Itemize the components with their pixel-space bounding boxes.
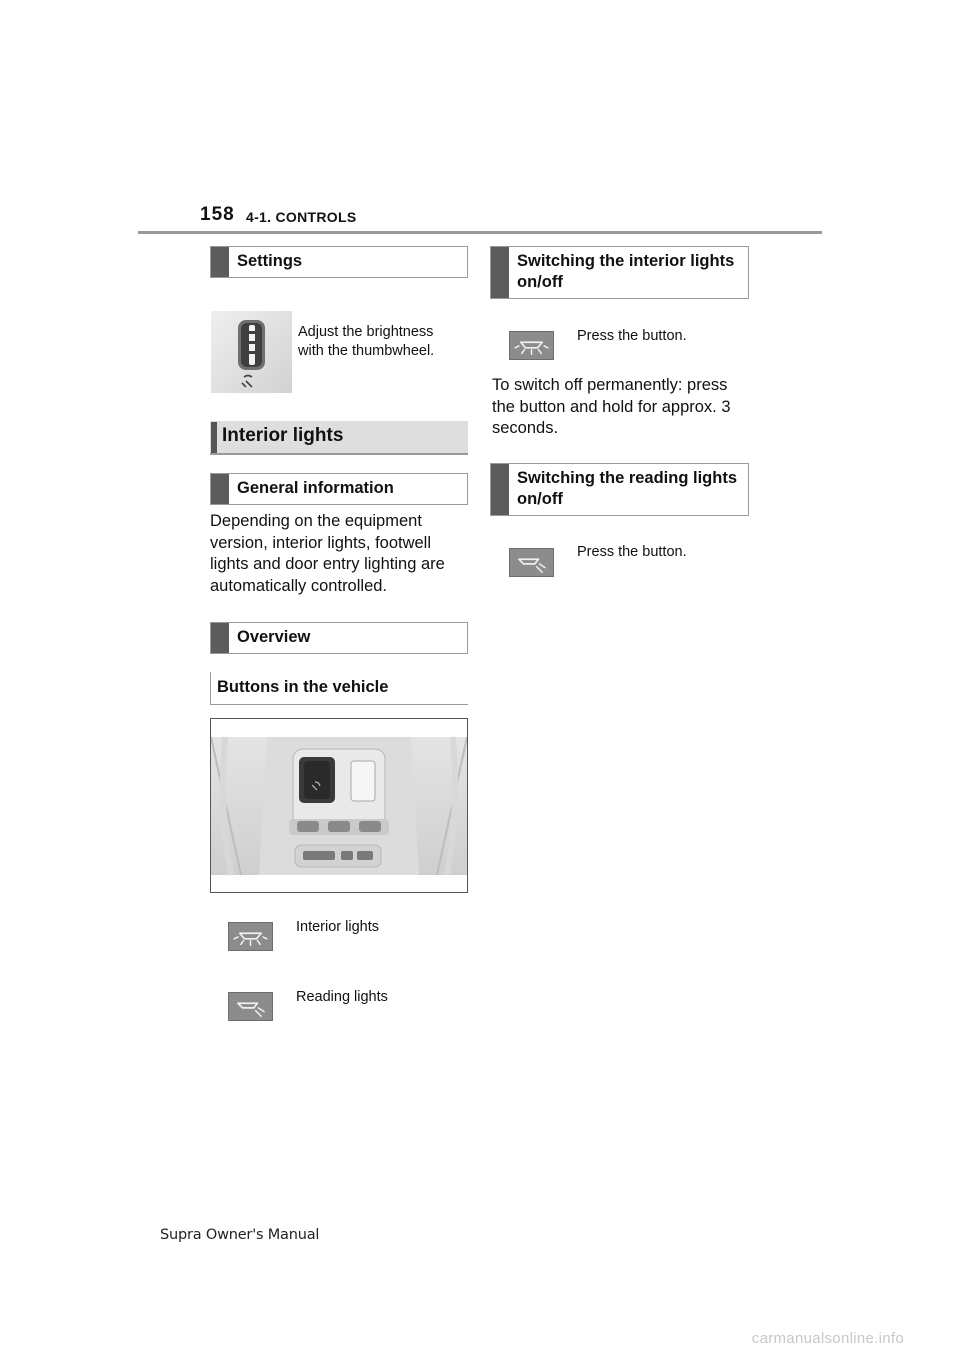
roof-console-image xyxy=(210,718,468,893)
overview-heading-text: Overview xyxy=(237,628,311,646)
section-rule xyxy=(210,453,468,455)
switch-interior-heading xyxy=(490,246,749,299)
settings-heading-text: Settings xyxy=(237,252,303,270)
overview-heading xyxy=(210,622,468,654)
reading-light-symbol xyxy=(510,549,553,576)
settings-text: Adjust the brightness with the thumbwheel. xyxy=(298,324,435,359)
heading-bar xyxy=(491,464,509,515)
heading-bar xyxy=(211,247,229,277)
legend-reading-lights: Reading lights xyxy=(296,989,388,1005)
page-number: 158 xyxy=(200,204,235,225)
heading-bar xyxy=(491,247,509,298)
legend-interior-lights: Interior lights xyxy=(296,919,380,935)
switch-reading-heading-text: Switching the reading lights on/off xyxy=(517,469,738,508)
general-information-heading xyxy=(210,473,468,505)
chapter-title: 4-1. CONTROLS xyxy=(246,209,357,225)
interior-lights-heading-text: Interior lights xyxy=(222,425,344,446)
thumbwheel-image xyxy=(211,311,292,393)
interior-lights-heading xyxy=(210,421,468,454)
switch-off-text: To switch off permanently: press the button and hold for approx. 3 seconds. xyxy=(492,376,731,437)
general-information-heading-text: General information xyxy=(237,479,394,497)
overhead-console-illustration xyxy=(211,719,467,892)
buttons-in-vehicle-heading-text: Buttons in the vehicle xyxy=(217,678,389,696)
switch-reading-instruction: Press the button. xyxy=(577,544,687,560)
reading-light-button-icon xyxy=(509,548,554,577)
interior-light-symbol xyxy=(229,923,272,950)
switch-interior-instruction: Press the button. xyxy=(577,328,687,344)
interior-light-button-icon xyxy=(509,331,554,360)
heading-bar xyxy=(211,422,217,453)
settings-heading xyxy=(210,246,468,278)
reading-light-symbol xyxy=(229,993,272,1020)
interior-light-symbol xyxy=(510,332,553,359)
header-rule xyxy=(138,231,822,234)
manual-title: Supra Owner's Manual xyxy=(160,1227,320,1243)
heading-bar xyxy=(211,623,229,653)
thumbwheel-icon xyxy=(211,311,292,393)
interior-light-icon xyxy=(228,922,273,951)
switch-interior-heading-text: Switching the interior lights on/off xyxy=(517,252,735,291)
reading-light-icon xyxy=(228,992,273,1021)
buttons-in-vehicle-heading xyxy=(210,672,468,705)
heading-bar xyxy=(211,474,229,504)
switch-reading-heading xyxy=(490,463,749,516)
general-information-text: Depending on the equipment version, interior lights, footwell lights and door entry lighting are automatically controlled. xyxy=(210,512,445,595)
watermark: carmanualsonline.info xyxy=(751,1330,904,1347)
